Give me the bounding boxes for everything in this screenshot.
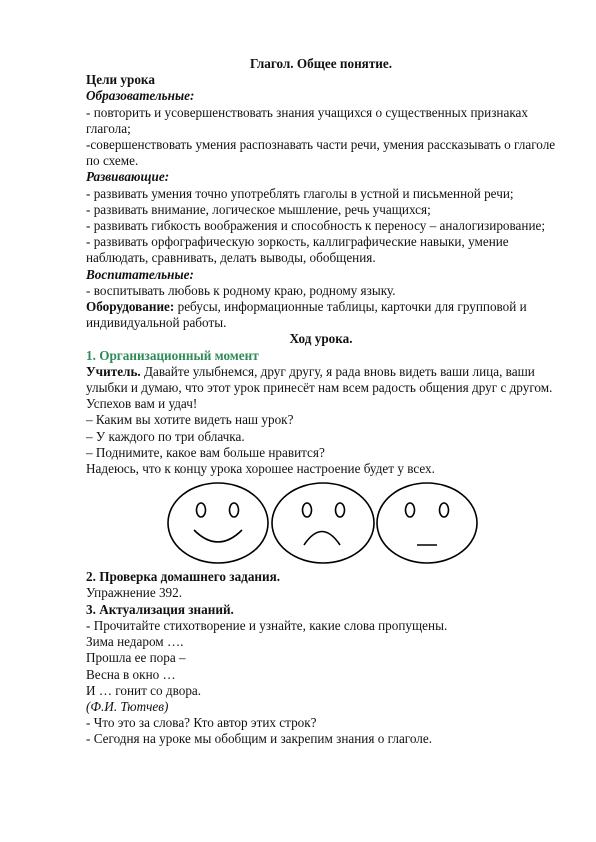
teacher-paragraph (86, 364, 556, 413)
teacher-text: Давайте улыбнемся, друг другу, я рада вновь видеть ваши лица, ваши улыбки и думаю, что этот урок принесёт нам всем радость общения друг с другом. Успехов вам и удач! (86, 363, 553, 412)
poem-line: Прошла ее пора – (86, 650, 186, 666)
poem-line: Зима недаром …. (86, 634, 184, 650)
educational-item: - повторить и усовершенствовать знания учащихся о существенных признаках глагола; (86, 104, 528, 136)
section2-text: Упражнение 392. (86, 585, 183, 601)
educational-item: -совершенствовать умения распознавать части речи, умения рассказывать о глаголе по схеме. (86, 137, 556, 169)
dialogue-line: – Поднимите, какое вам больше нравится? (86, 444, 325, 460)
page-title: Глагол. Общее понятие. (249, 56, 393, 71)
educational-heading: Образовательные: (86, 88, 195, 104)
developing-item: - развивать гибкость воображения и способность к переносу – аналогизирование; (86, 218, 546, 234)
faces-drawing (86, 479, 556, 569)
equipment-paragraph (86, 299, 556, 331)
neutral-face-icon (377, 483, 477, 563)
equipment-label: Оборудование: (86, 299, 175, 315)
upbringing-heading: Воспитательные: (86, 266, 194, 282)
dialogue-line: Надеюсь, что к концу урока хорошее настроение будет у всех. (86, 461, 435, 477)
section3-heading: 3. Актуализация знаний. (86, 601, 234, 617)
lesson-heading: Ход урока. (289, 331, 353, 347)
section2-heading: 2. Проверка домашнего задания. (86, 569, 281, 585)
developing-heading: Развивающие: (86, 169, 170, 185)
upbringing-item: - воспитывать любовь к родному краю, родному языку. (86, 282, 396, 298)
section1-heading: 1. Организационный момент (86, 347, 259, 363)
equipment-text: ребусы, информационные таблицы, карточки для групповой и индивидуальной работы. (86, 299, 527, 331)
happy-face-icon (168, 483, 268, 563)
sad-face-icon (272, 483, 374, 563)
developing-item: - развивать орфографическую зоркость, каллиграфические навыки, умение наблюдать, сравнивать, делать выводы, обобщения. (86, 234, 509, 266)
poem-line: И … гонит со двора. (86, 682, 202, 698)
poem-line: Весна в окно … (86, 666, 176, 682)
section3-instruction: - Прочитайте стихотворение и узнайте, какие слова пропущены. (86, 617, 448, 633)
mood-faces (86, 479, 556, 569)
dialogue-line: – У каждого по три облачка. (86, 428, 245, 444)
closing-line: - Что это за слова? Кто автор этих строк? (86, 715, 317, 731)
closing-line: - Сегодня на уроке мы обобщим и закрепим знания о глаголе. (86, 731, 433, 747)
poem-author: (Ф.И. Тютчев) (86, 698, 169, 714)
dialogue-line: – Каким вы хотите видеть наш урок? (86, 412, 294, 428)
goals-heading: Цели урока (86, 72, 155, 88)
developing-item: - развивать умения точно употреблять глаголы в устной и письменной речи; (86, 185, 514, 201)
developing-item: - развивать внимание, логическое мышление, речь учащихся; (86, 201, 431, 217)
teacher-label: Учитель. (86, 363, 141, 379)
document-page (86, 56, 556, 748)
